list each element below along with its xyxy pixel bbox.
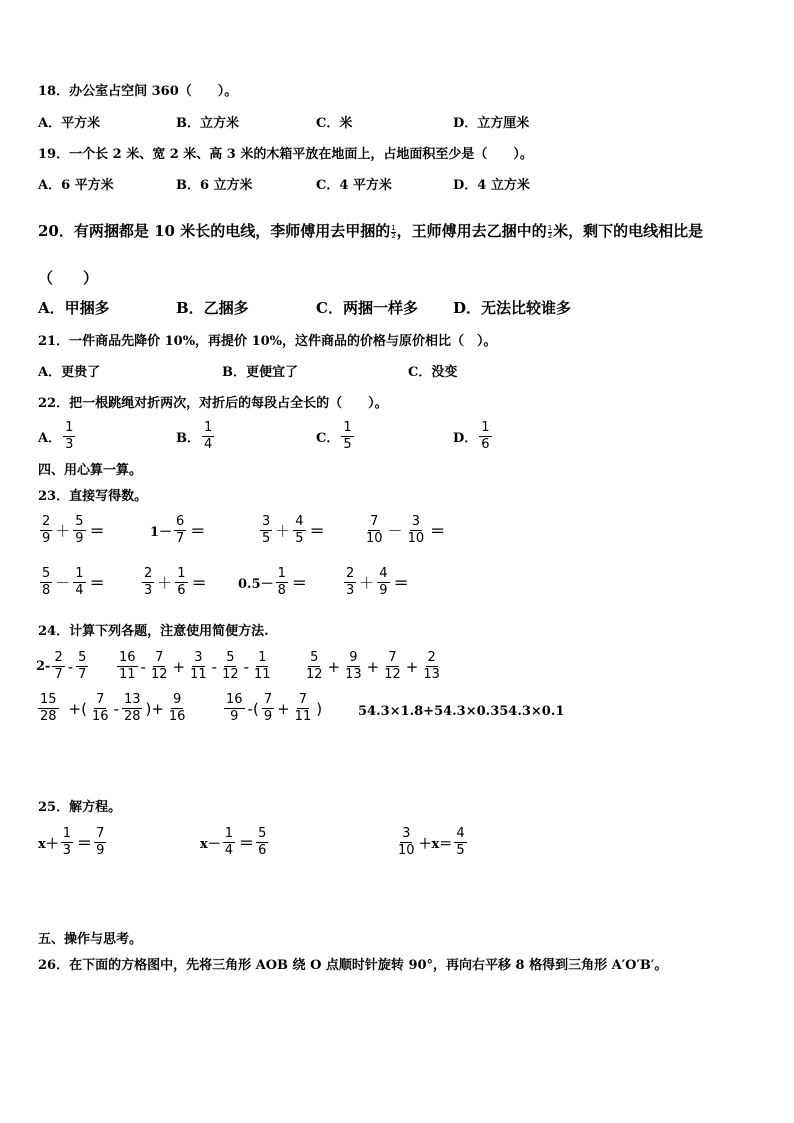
numerator: 7	[370, 514, 379, 529]
denominator: 5	[262, 531, 271, 546]
operator: －	[55, 574, 71, 592]
fraction	[364, 514, 385, 547]
q23-item-8	[342, 566, 409, 599]
prefix: 0.5－	[238, 577, 274, 592]
numerator: 16	[226, 692, 243, 707]
q20-option-d[interactable]: D．无法比较谁多	[453, 299, 572, 317]
decimal-expression: 54.3×1.8+54.3×0.354.3×0.1	[358, 704, 565, 719]
fraction	[276, 566, 288, 599]
q20-frac1-denominator: 2	[391, 231, 396, 240]
q18-option-c[interactable]: C．米	[316, 116, 353, 131]
fraction	[61, 826, 73, 859]
fraction	[252, 650, 273, 683]
numerator: 5	[42, 566, 51, 581]
equals-sign: ＝	[430, 522, 446, 540]
q26-stem: 26．在下面的方格图中，先将三角形 AOB 绕 O 点顺时针旋转 90°，再向右平移 8 格得到三角形 A′O′B′。	[38, 958, 668, 973]
q21-option-a[interactable]: A．更贵了	[38, 365, 101, 380]
q18-option-d[interactable]: D．立方厘米	[453, 116, 530, 131]
denominator: 12	[384, 667, 401, 682]
q24-stem: 24．计算下列各题，注意使用简便方法.	[38, 624, 269, 639]
denominator: 11	[294, 709, 312, 724]
q25-equation-1	[38, 826, 108, 859]
denominator: 4	[204, 437, 213, 452]
q19-stem: 19．一个长 2 米、宽 2 米、高 3 米的木箱平放在地面上，占地面积至少是（ ）。	[38, 147, 533, 162]
q21-option-c[interactable]: C．没变	[408, 365, 458, 380]
denominator: 7	[176, 531, 185, 546]
numerator: 7	[263, 692, 273, 707]
denominator: 10	[407, 531, 425, 546]
operator: +	[327, 657, 341, 676]
numerator: 1	[258, 650, 267, 665]
denominator: 5	[456, 843, 465, 858]
q20-stem-part2: ，王师傅用去乙捆中的	[396, 222, 547, 240]
denominator: 16	[91, 709, 109, 724]
denominator: 3	[62, 843, 72, 858]
fraction	[260, 514, 272, 547]
numerator: 4	[379, 566, 388, 581]
numerator: 7	[388, 650, 397, 665]
operator: ＋	[55, 522, 71, 540]
operator: -	[211, 657, 218, 676]
q23-item-6	[140, 566, 207, 599]
q22-option-b[interactable]	[176, 420, 216, 453]
prefix: x＋	[38, 837, 59, 852]
fraction	[40, 566, 52, 599]
fraction	[149, 650, 170, 683]
numerator: 2	[54, 650, 63, 665]
denominator: 4	[75, 583, 84, 598]
denominator: 3	[346, 583, 355, 598]
denominator: 6	[258, 843, 267, 858]
numerator: 1	[62, 826, 72, 841]
q20-option-a[interactable]: A．甲捆多	[38, 299, 110, 317]
numerator: 7	[96, 826, 105, 841]
q24-expression-3	[302, 650, 444, 683]
denominator: 13	[423, 667, 440, 682]
denominator: 16	[168, 709, 186, 724]
numerator: 1	[204, 420, 213, 435]
prefix: 1－	[150, 525, 173, 540]
q20-stem-part3: 米，剩下的电线相比是	[553, 222, 704, 240]
denominator: 6	[177, 583, 186, 598]
q20-stem	[38, 221, 703, 241]
q20-option-c[interactable]: C．两捆一样多	[316, 299, 418, 317]
fraction	[293, 692, 314, 725]
denominator: 9	[96, 843, 105, 858]
section5-title: 五、操作与思考。	[38, 932, 143, 947]
numerator: 3	[411, 514, 420, 529]
numerator: 1	[177, 566, 186, 581]
fraction	[174, 514, 186, 547]
q23-item-1	[38, 514, 105, 547]
denominator: 11	[190, 667, 207, 682]
operator: +	[277, 699, 290, 718]
q23-item-4	[362, 514, 445, 547]
q21-option-b[interactable]: B．更便宜了	[222, 365, 298, 380]
q22-option-c-label: C．	[316, 431, 340, 446]
prefix: x－	[200, 837, 221, 852]
q18-option-b[interactable]: B．立方米	[176, 116, 239, 131]
operator: ＋	[359, 574, 375, 592]
fraction	[73, 514, 85, 547]
q24-expression-4	[36, 692, 189, 725]
numerator: 7	[96, 692, 105, 707]
q20-fraction-1	[391, 225, 395, 240]
fraction	[224, 692, 245, 725]
operator: ＋	[157, 574, 173, 592]
fraction	[122, 692, 143, 725]
denominator: 11	[254, 667, 271, 682]
q19-option-b[interactable]: B．6 立方米	[176, 178, 253, 193]
fraction	[90, 692, 111, 725]
q20-option-b[interactable]: B．乙捆多	[176, 299, 249, 317]
equals-sign: ＝	[393, 574, 409, 592]
q22-option-b-label: B．	[176, 431, 200, 446]
denominator: 8	[277, 583, 286, 598]
numerator: 9	[349, 650, 358, 665]
q20-frac2-denominator: 2	[547, 231, 553, 240]
numerator: 15	[40, 692, 57, 707]
operator: -	[113, 699, 119, 718]
denominator: 9	[263, 709, 273, 724]
numerator: 5	[78, 650, 87, 665]
q23-item-3	[258, 514, 325, 547]
q22-option-d-fraction	[479, 420, 491, 453]
prefix: 2-	[36, 659, 51, 674]
fraction	[52, 650, 64, 683]
denominator: 13	[345, 667, 362, 682]
equals-sign: ＝	[291, 574, 307, 592]
q20-answer-blank: （ ）	[38, 269, 99, 287]
numerator: 5	[75, 514, 84, 529]
denominator: 7	[54, 667, 63, 682]
q20-frac1-numerator: 1	[391, 223, 396, 232]
operator: -	[67, 657, 74, 676]
operator: )+	[145, 699, 164, 718]
numerator: 7	[155, 650, 164, 665]
numerator: 1	[75, 566, 84, 581]
q24-expression-2	[115, 650, 275, 683]
fraction	[256, 826, 268, 859]
equals-sign: ＝	[191, 574, 207, 592]
numerator: 4	[295, 514, 304, 529]
fraction	[167, 692, 188, 725]
operator: ＋	[275, 522, 291, 540]
q23-item-2	[150, 514, 205, 547]
numerator: 9	[173, 692, 182, 707]
fraction	[421, 650, 442, 683]
numerator: 1	[65, 420, 74, 435]
fraction	[73, 566, 85, 599]
fraction	[454, 826, 466, 859]
numerator: 13	[123, 692, 141, 707]
equals-sign: ＝	[239, 834, 255, 852]
q23-item-7	[238, 566, 307, 599]
numerator: 3	[402, 826, 411, 841]
numerator: 3	[194, 650, 203, 665]
operator: )	[316, 699, 323, 718]
q22-option-a-fraction	[63, 420, 75, 453]
operator: -	[243, 657, 250, 676]
operator: +	[405, 657, 419, 676]
equals-sign: ＝	[309, 522, 325, 540]
q21-stem: 21．一件商品先降价 10%，再提价 10%，这件商品的价格与原价相比（ ）。	[38, 334, 497, 349]
operator: -	[140, 657, 146, 676]
denominator: 8	[42, 583, 51, 598]
fraction	[343, 650, 364, 683]
fraction	[304, 650, 325, 683]
q25-equation-2	[200, 826, 270, 859]
operator: +(	[68, 699, 87, 718]
numerator: 4	[456, 826, 465, 841]
fraction	[344, 566, 356, 599]
fraction	[40, 514, 52, 547]
q20-fraction-2	[548, 225, 552, 240]
fraction	[406, 514, 427, 547]
equals-sign: ＝	[190, 522, 206, 540]
q22-option-a-label: A．	[38, 431, 62, 446]
fraction	[293, 514, 305, 547]
numerator: 5	[226, 650, 235, 665]
numerator: 5	[310, 650, 319, 665]
denominator: 4	[224, 843, 234, 858]
q24-expression-1	[36, 650, 90, 683]
q19-option-a[interactable]: A．6 平方米	[38, 178, 114, 193]
q23-item-5	[38, 566, 105, 599]
operator: -(	[247, 699, 259, 718]
q24-expression-5	[222, 692, 323, 725]
equals-sign: ＝	[89, 574, 105, 592]
denominator: 28	[123, 709, 141, 724]
q22-option-c[interactable]	[316, 420, 356, 453]
fraction	[142, 566, 154, 599]
q22-option-b-fraction	[202, 420, 214, 453]
numerator: 2	[346, 566, 355, 581]
middle-term: ＋x＝	[418, 837, 453, 852]
fraction	[382, 650, 403, 683]
q25-equation-3	[394, 826, 469, 859]
q24-expression-6	[358, 704, 564, 719]
numerator: 1	[343, 420, 352, 435]
fraction	[94, 826, 106, 859]
q25-stem: 25．解方程。	[38, 800, 122, 815]
fraction	[223, 826, 235, 859]
q22-option-d-label: D．	[453, 431, 478, 446]
denominator: 12	[222, 667, 239, 682]
numerator: 2	[144, 566, 153, 581]
q22-stem: 22．把一根跳绳对折两次，对折后的每段占全长的（ ）。	[38, 396, 388, 411]
fraction	[377, 566, 389, 599]
denominator: 5	[295, 531, 304, 546]
denominator: 10	[366, 531, 383, 546]
denominator: 3	[65, 437, 74, 452]
denominator: 9	[230, 709, 239, 724]
fraction	[396, 826, 417, 859]
denominator: 6	[481, 437, 490, 452]
denominator: 28	[40, 709, 57, 724]
denominator: 9	[379, 583, 388, 598]
equals-sign: ＝	[77, 834, 93, 852]
denominator: 9	[42, 531, 51, 546]
q19-option-c[interactable]: C．4 平方米	[316, 178, 392, 193]
q20-stem-part1: 20．有两捆都是 10 米长的电线，李师傅用去甲捆的	[38, 222, 391, 240]
fraction	[262, 692, 274, 725]
q22-option-c-fraction	[341, 420, 353, 453]
numerator: 2	[427, 650, 436, 665]
denominator: 12	[150, 667, 168, 682]
section4-title: 四、用心算一算。	[38, 463, 143, 478]
q23-stem: 23．直接写得数。	[38, 489, 148, 504]
denominator: 10	[398, 843, 415, 858]
q20-frac2-numerator: 1	[547, 223, 553, 232]
denominator: 9	[75, 531, 84, 546]
denominator: 12	[306, 667, 323, 682]
numerator: 1	[277, 566, 286, 581]
denominator: 11	[119, 667, 136, 682]
fraction	[188, 650, 209, 683]
denominator: 7	[78, 667, 87, 682]
fraction	[76, 650, 88, 683]
numerator: 1	[224, 826, 234, 841]
numerator: 6	[176, 514, 185, 529]
operator: +	[172, 657, 186, 676]
q18-stem: 18．办公室占空间 360（ ）。	[38, 84, 238, 99]
operator: －	[387, 522, 403, 540]
q22-option-d[interactable]	[453, 420, 494, 453]
numerator: 16	[119, 650, 136, 665]
numerator: 3	[262, 514, 271, 529]
fraction	[220, 650, 241, 683]
q19-option-d[interactable]: D．4 立方米	[453, 178, 530, 193]
numerator: 1	[481, 420, 490, 435]
fraction	[38, 692, 59, 725]
operator: +	[366, 657, 380, 676]
fraction	[175, 566, 187, 599]
numerator: 2	[42, 514, 51, 529]
numerator: 5	[258, 826, 267, 841]
numerator: 7	[298, 692, 308, 707]
equals-sign: ＝	[89, 522, 105, 540]
fraction	[117, 650, 138, 683]
denominator: 3	[144, 583, 153, 598]
q18-option-a[interactable]: A．平方米	[38, 116, 101, 131]
denominator: 5	[343, 437, 352, 452]
q22-option-a[interactable]	[38, 420, 77, 453]
